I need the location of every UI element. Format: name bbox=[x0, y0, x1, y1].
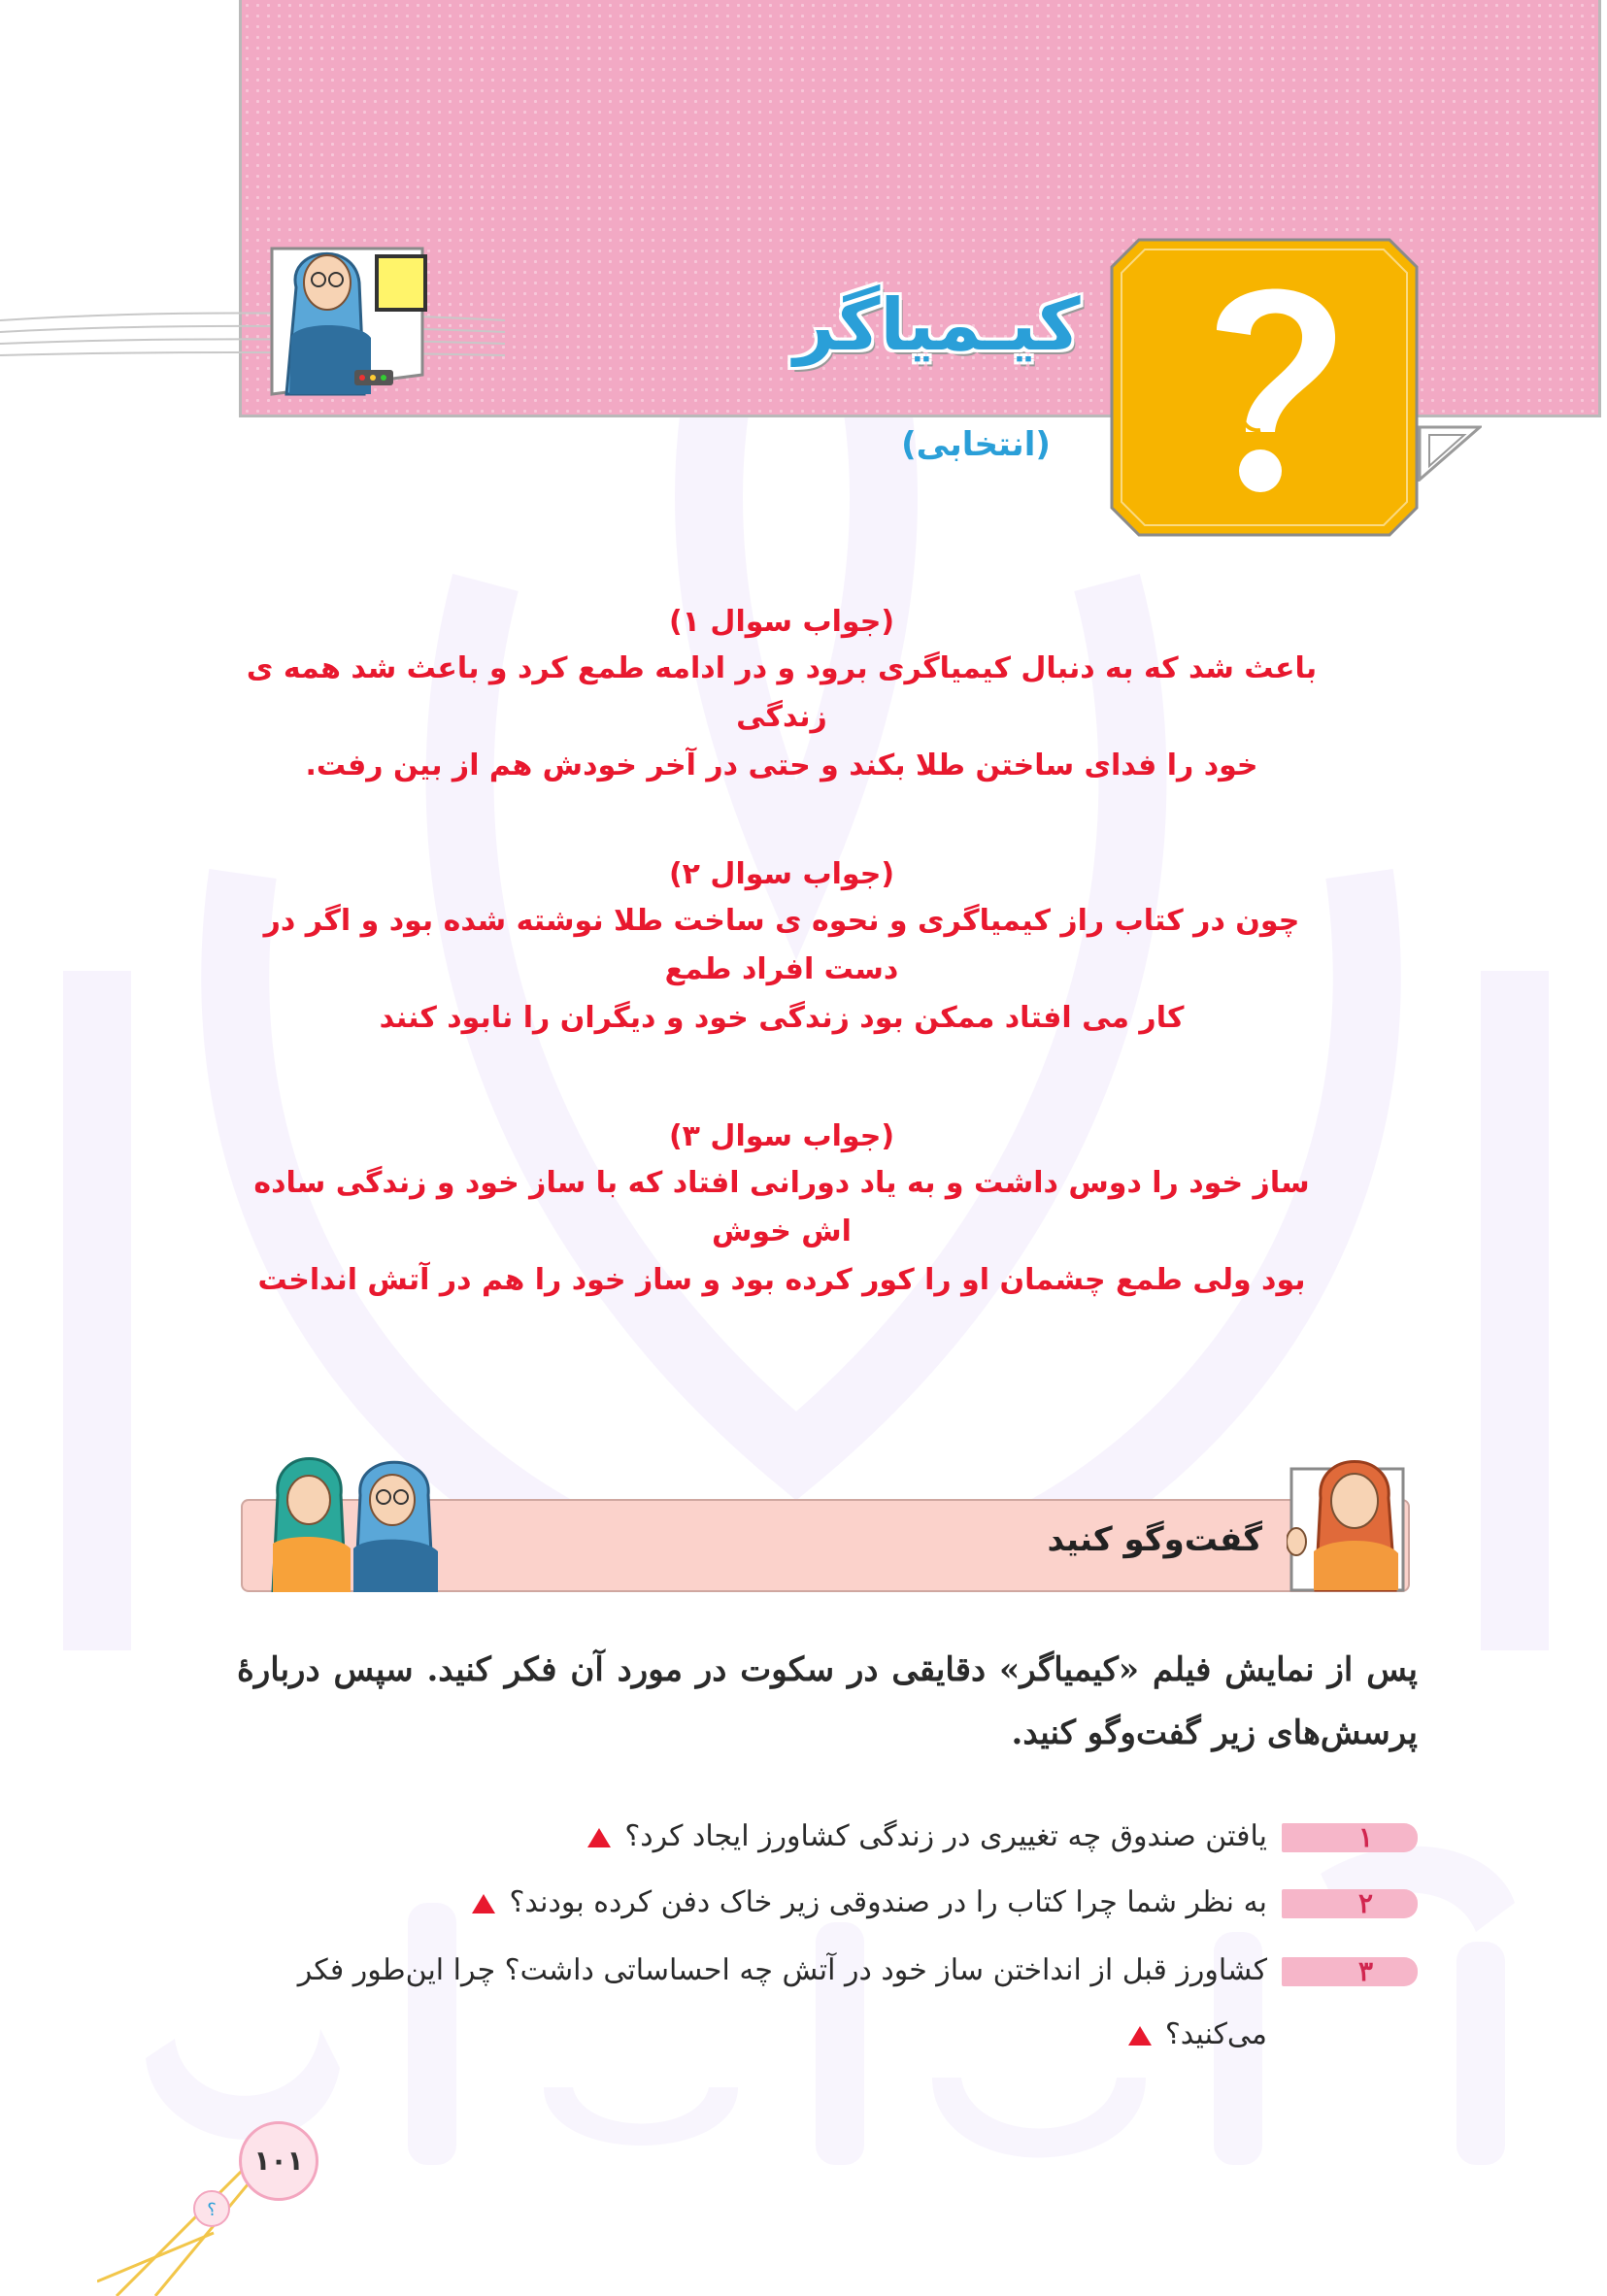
answer-block-2 bbox=[233, 852, 1330, 1043]
teacher-illustration bbox=[262, 229, 432, 399]
question-mark-box bbox=[1110, 238, 1419, 537]
answer-line: خود را فدای ساختن طلا بکند و حتی در آخر خودش هم از بین رفت. bbox=[305, 749, 1258, 782]
question-text: به نظر شما چرا کتاب را در صندوقی زیر خاک دفن کرده بودند؟ bbox=[472, 1874, 1267, 1932]
question-number-badge: ۱ bbox=[1282, 1823, 1418, 1852]
triangle-icon bbox=[1128, 2026, 1152, 2046]
question-text: یافتن صندوق چه تغییری در زندگی کشاورز ایجاد کرد؟ bbox=[587, 1808, 1267, 1866]
discussion-intro: پس از نمایش فیلم «کیمیاگر» دقایقی در سکوت در مورد آن فکر کنید. سپس دربارهٔ پرسش‌های زیر گفت‌وگو کنید. bbox=[237, 1650, 1418, 1752]
answer-heading: (جواب سوال ۳) bbox=[668, 1119, 895, 1153]
two-girls-illustration bbox=[268, 1447, 462, 1592]
triangle-icon bbox=[472, 1894, 495, 1913]
corner-triangle bbox=[1418, 425, 1482, 482]
question-number-badge: ۲ bbox=[1282, 1889, 1418, 1918]
discussion-title: گفت‌وگو کنید bbox=[1047, 1520, 1262, 1559]
page-subtitle: (انتخابی) bbox=[901, 425, 1051, 464]
answer-line: کار می افتاد ممکن بود زندگی خود و دیگران را نابود کنند bbox=[379, 1001, 1185, 1035]
answer-heading: (جواب سوال ۱) bbox=[668, 605, 895, 639]
answer-block-3 bbox=[233, 1115, 1330, 1305]
answer-block-1 bbox=[233, 600, 1330, 790]
answer-line: چون در کتاب راز کیمیاگری و نحوه ی ساخت طلا نوشته شده بود و اگر در دست افراد طمع bbox=[263, 904, 1300, 986]
answer-line: باعث شد که به دنبال کیمیاگری برود و در ادامه طمع کرد و باعث شد همه ی زندگی bbox=[246, 651, 1318, 734]
page-number: ۱۰۱ bbox=[239, 2121, 318, 2201]
question-text-continued: می‌کنید؟ bbox=[1128, 2006, 1267, 2064]
girl-illustration bbox=[1287, 1445, 1408, 1592]
small-question-mark: ؟ bbox=[207, 2200, 217, 2220]
triangle-icon bbox=[587, 1828, 611, 1847]
answer-heading: (جواب سوال ۲) bbox=[668, 857, 895, 891]
question-text: کشاورز قبل از انداختن ساز خود در آتش چه احساساتی داشت؟ چرا این‌طور فکر bbox=[297, 1953, 1267, 1987]
answer-line: بود ولی طمع چشمان او را کور کرده بود و ساز خود را هم در آتش انداخت bbox=[257, 1263, 1306, 1297]
page-title: کیـمیاگر bbox=[793, 283, 1081, 367]
answer-line: ساز خود را دوس داشت و به یاد دورانی افتاد که با ساز خود و زندگی ساده اش خوش bbox=[253, 1166, 1310, 1248]
question-number-badge: ۳ bbox=[1282, 1957, 1418, 1986]
